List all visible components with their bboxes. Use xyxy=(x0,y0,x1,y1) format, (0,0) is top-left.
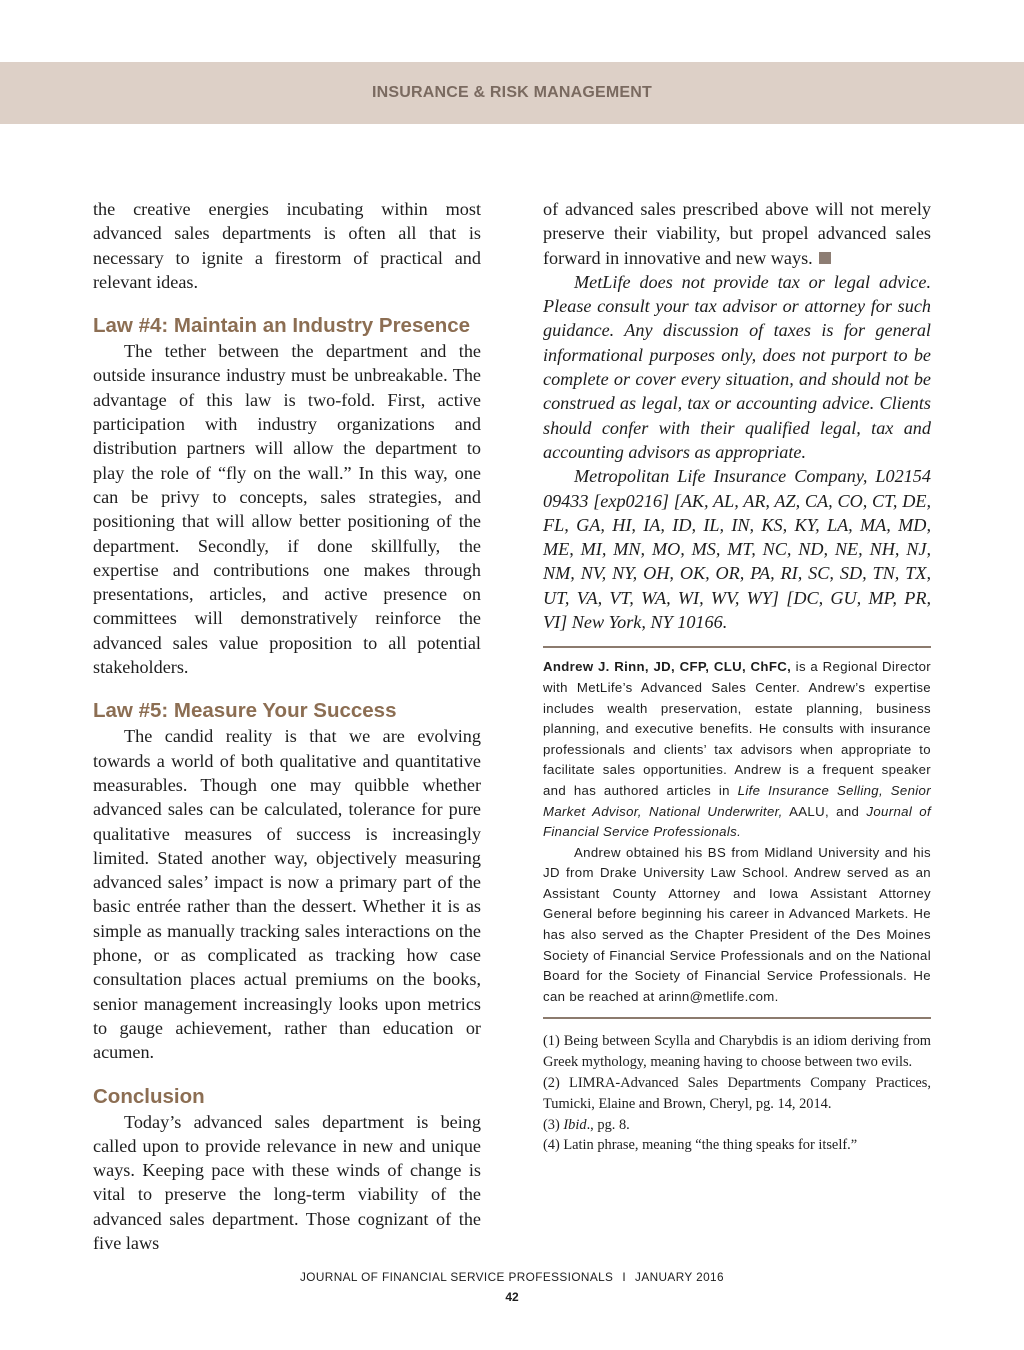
publication-list: Life Insurance Selling, Senior Market Advisor, National Underwriter, xyxy=(543,782,931,819)
continuation-text: of advanced sales prescribed above will not merely preserve their viability, but propel advanced sales forward in innovative and new ways. xyxy=(543,199,931,268)
company-notice: Metropolitan Life Insurance Company, L02154 09433 [exp0216] [AK, AL, AR, AZ, CA, CO, CT, DE, FL, GA, HI, IA, ID, IL, IN, KS, KY, LA, MA, MD, ME, MI, MN, MO, MS, MT, NC, ND, NE, NH, NJ, NM, NV, NY, OH, OK, OR, PA, RI, SC, SD, TN, TX, UT, VA, VT, WA, WI, WV, WY] [DC, GU, MP, PR, VI] New York, NY 10166. xyxy=(543,466,931,633)
bio-text-1: is a Regional Director with MetLife’s Advanced Sales Center. Andrew’s expertise includes wealth preservation, estate planning, business planning, and executive benefits. He consults with insurance professionals and clients’ tax advisors when appropriate to facilitate sales opportunities. Andrew is a frequent speaker and has authored articles in xyxy=(543,659,932,798)
law4-heading: Law #4: Maintain an Industry Presence xyxy=(93,314,471,338)
journal-footer xyxy=(0,1270,1024,1284)
issue-date: JANUARY 2016 xyxy=(635,1270,724,1284)
footnote-3-ibid: Ibid xyxy=(563,1116,587,1133)
footer-separator: I xyxy=(622,1270,627,1284)
right-column xyxy=(543,197,931,1156)
footnote-4: (4) Latin phrase, meaning “the thing speaks for itself.” xyxy=(543,1137,858,1154)
footnote-2: (2) LIMRA-Advanced Sales Departments Company Practices, Tumicki, Elaine and Brown, Cheryl, pg. 14, 2014. xyxy=(543,1075,931,1112)
journal-title: JOURNAL OF FINANCIAL SERVICE PROFESSIONALS xyxy=(300,1270,614,1284)
section-title: INSURANCE & RISK MANAGEMENT xyxy=(371,84,653,101)
footnote-3-suffix: ., pg. 8. xyxy=(586,1116,630,1133)
footnote-3 xyxy=(543,1115,931,1136)
page-number: 42 xyxy=(505,1290,519,1304)
intro-paragraph: the creative energies incubating within most advanced sales departments is often all that is necessary to ignite a firestorm of practical and relevant ideas. xyxy=(93,199,481,292)
conclusion-paragraph: Today’s advanced sales department is being called upon to provide relevance in new and unique ways. Keeping pace with these winds of change is vital to preserve the long-term viability of the advanced sales department. Those cognizant of the five laws xyxy=(93,1111,481,1253)
law5-paragraph: The candid reality is that we are evolving towards a world of both qualitative and quantitative measurables. Though one may quibble whether advanced sales can be calculated, tolerance for pure qualitative measures of success is increasingly limited. Stated another way, objectively measuring advanced sales’ impact is now a primary part of the basic entrée rather than the dessert. Whether it is as simple as manually tracking sales interactions on the phone, or as complicated as tracking how case consultation places actual premiums on the books, senior management increasingly looks upon metrics to gauge achievement, rather than education or acumen. xyxy=(93,726,481,1063)
footnote-1: (1) Being between Scylla and Charybdis is an idiom deriving from Greek mythology, meaning having to choose between two evils. xyxy=(543,1033,931,1071)
bio-text-2: AALU, and xyxy=(782,803,867,819)
author-name: Andrew J. Rinn, JD, CFP, CLU, ChFC, xyxy=(543,659,792,675)
end-of-article-square-icon xyxy=(819,252,831,264)
section-header-band xyxy=(0,62,1024,124)
law4-paragraph: The tether between the department and the outside insurance industry must be unbreakable. The advantage of this law is two-fold. First, active participation with industry organizations and distribution partners will allow the department to play the role of “fly on the wall.” In this way, one can be privy to concepts, sales strategies, and positioning that will allow better positioning of the department. Secondly, if done skillfully, the expertise and contributions one makes through presentations, articles, and active presence on committees will demonstratively reinforce the advanced sales value proposition to all potential stakeholders. xyxy=(93,341,481,678)
footnote-3-prefix: (3) xyxy=(543,1116,564,1133)
left-column xyxy=(93,197,481,1255)
journal-name: Journal of Financial Service Professionals. xyxy=(543,803,931,840)
conclusion-heading: Conclusion xyxy=(93,1084,205,1108)
author-bio-paragraph-2: Andrew obtained his BS from Midland University and his JD from Drake University Law School. Andrew served as an Assistant County Attorney and Iowa Assistant Attorney General before beginning his career in Advanced Markets. He has also served as the Chapter President of the Des Moines Society of Financial Service Professionals and on the National Board for the Society of Financial Service Professionals. He can be reached at arinn@metlife.com. xyxy=(543,844,931,1004)
author-bio-paragraph xyxy=(543,657,931,842)
tax-disclaimer: MetLife does not provide tax or legal advice. Please consult your tax advisor or attorney for such guidance. Any discussion of taxes is for general informational purposes only, does not purport to be complete or cover every situation, and should not be construed as legal, tax or accounting advice. Clients should confer with their qualified legal, tax and accounting advisors as appropriate. xyxy=(543,271,931,462)
continuation-paragraph xyxy=(543,197,931,270)
law5-heading: Law #5: Measure Your Success xyxy=(93,699,397,723)
